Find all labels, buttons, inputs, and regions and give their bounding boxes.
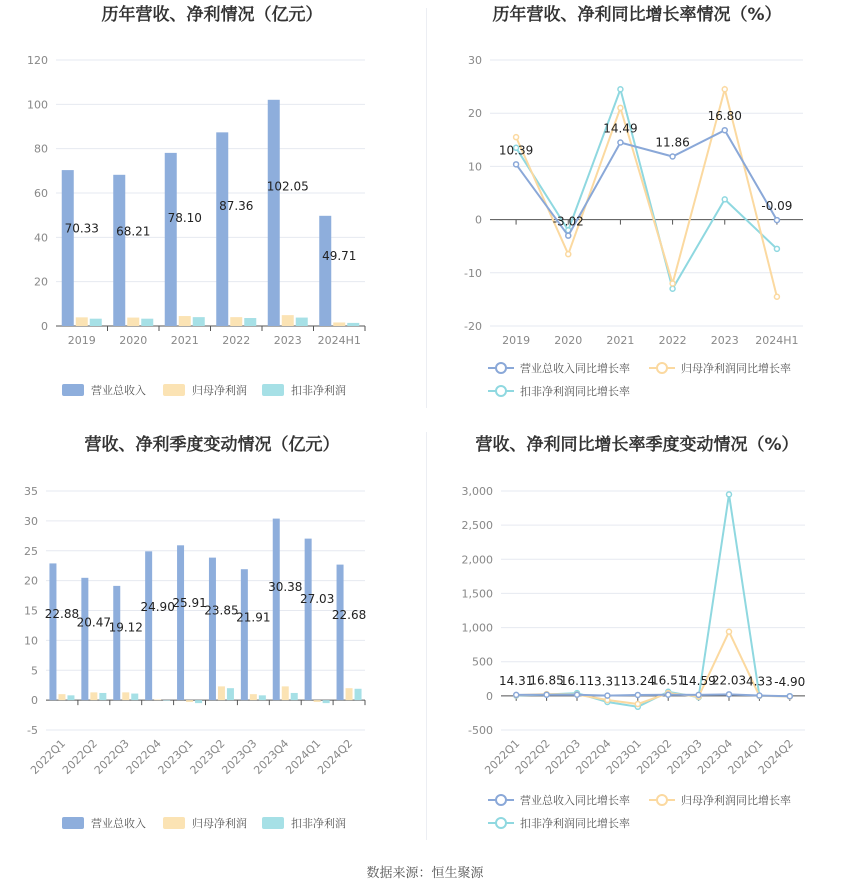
series-point [774,218,779,223]
y-tick-label: -20 [464,320,482,333]
x-tick-label: 2022Q2 [59,736,100,777]
x-tick-label: 2023 [710,334,739,347]
y-tick-label: 500 [472,655,493,669]
revenue-growth-data-label: 14.59 [681,673,716,688]
y-tick-label: -10 [464,266,482,280]
bar-net-profit [186,700,193,702]
series-point [757,693,762,698]
y-tick-label: 10 [24,634,38,648]
series-point [544,692,549,697]
y-tick-label: 0 [41,320,48,333]
bar-revenue [305,539,312,701]
revenue-growth-data-label: 14.31 [499,673,534,688]
series-point [514,692,519,697]
legend-label: 营业总收入 [91,817,146,830]
revenue-data-label: 22.88 [44,607,80,622]
revenue-data-label: 68.21 [116,224,151,239]
x-tick-label: 2019 [67,334,96,347]
bar-net-profit [282,686,289,700]
series-point [670,154,675,159]
x-tick-label: 2023Q1 [603,736,644,777]
legend-swatch [62,384,84,396]
y-tick-label: 10 [468,160,482,174]
bar-revenue [241,569,248,700]
revenue-data-label: 23.85 [204,603,239,618]
legend-marker [496,818,506,828]
y-tick-label: 30 [468,54,482,67]
x-tick-label: 2022Q3 [91,736,132,777]
x-tick-label: 2023Q4 [251,736,292,777]
revenue-growth-data-label: 16.51 [651,673,686,688]
legend-swatch [163,817,185,829]
bar-net-profit [122,692,129,700]
x-tick-label: 2022 [658,334,687,347]
y-tick-label: 1,500 [461,587,493,601]
revenue-growth-data-label: 16.80 [707,109,742,124]
revenue-data-label: 25.91 [172,596,207,611]
legend-swatch [62,817,84,829]
legend-label: 营业总收入同比增长率 [520,362,630,375]
y-tick-label: -500 [468,724,493,737]
bar-deducted-profit [163,700,170,701]
legend-label: 归母净利润同比增长率 [681,794,791,807]
series-point [618,105,623,110]
annual-growth-rate-svg [425,0,850,430]
legend-label: 归母净利润 [192,384,247,397]
x-tick-label: 2023Q3 [219,736,260,777]
x-tick-label: 2024H1 [317,334,361,347]
revenue-growth-data-label: 4.33 [746,674,773,689]
y-tick-label: 80 [34,142,48,156]
y-tick-label: 30 [24,514,38,528]
bar-net-profit [314,700,321,702]
x-tick-label: 2022 [222,334,251,347]
y-tick-label: 100 [27,98,48,112]
y-tick-label: 2,000 [461,553,493,567]
x-tick-label: 2023Q3 [664,736,705,777]
bar-deducted-profit [90,319,102,326]
bar-net-profit [218,686,225,700]
x-tick-label: 2024Q2 [755,736,796,777]
bar-net-profit [230,317,242,326]
annual-growth-rate-chart [425,0,850,430]
series-point [618,140,623,145]
bar-deducted-profit [141,319,153,326]
bar-deducted-profit [355,689,362,700]
legend-marker [657,795,667,805]
x-tick-label: 2020 [119,334,148,347]
bar-deducted-profit [296,318,308,326]
quarterly-growth-rate-svg [425,430,850,860]
y-tick-label: 2,500 [461,519,493,533]
bar-net-profit [282,315,294,326]
series-point [774,246,779,251]
revenue-data-label: 49.71 [322,248,357,263]
bar-deducted-profit [131,694,138,701]
legend-label: 扣非净利润同比增长率 [520,817,630,830]
y-tick-label: 15 [24,604,38,618]
revenue-growth-data-label: 3.31 [594,674,621,689]
series-point [566,233,571,238]
panel-divider-top [426,8,427,408]
legend-swatch [262,384,284,396]
x-tick-label: 2019 [502,334,531,347]
revenue-growth-data-label: 13.24 [620,673,655,688]
x-tick-label: 2021 [170,334,199,347]
series-point [514,135,519,140]
x-tick-label: 2023Q2 [187,736,228,777]
bar-deducted-profit [227,688,234,700]
revenue-growth-data-label: 16.11 [559,673,595,688]
series-point [514,162,519,167]
x-tick-label: 2022Q1 [482,736,523,777]
series-point [722,128,727,133]
bar-net-profit [179,316,191,326]
series-point [635,692,640,697]
series-point [575,692,580,697]
series-point [722,197,727,202]
bar-deducted-profit [347,323,359,326]
series-point [566,252,571,257]
x-tick-label: 2024Q1 [725,736,766,777]
y-tick-label: 0 [475,213,482,227]
x-tick-label: 2022Q4 [123,736,164,777]
series-point [670,286,675,291]
series-point [787,694,792,699]
bar-net-profit [58,694,65,700]
bar-net-profit [346,688,353,700]
revenue-growth-data-label: 10.39 [498,143,534,158]
series-point [774,294,779,299]
series-point [618,87,623,92]
x-tick-label: 2024Q1 [283,736,324,777]
bar-deducted-profit [291,693,298,700]
legend-label: 营业总收入同比增长率 [520,794,630,807]
series-point [635,702,640,707]
chart-title: 历年营收、净利情况（亿元） [101,5,323,25]
bar-net-profit [154,700,161,701]
revenue-data-label: 20.47 [76,615,112,630]
chart-title: 营收、净利季度变动情况（亿元） [84,435,340,455]
bar-revenue [81,578,88,700]
x-tick-label: 2022Q1 [28,736,69,777]
bar-net-profit [333,322,345,326]
y-tick-label: 0 [486,689,493,703]
bar-revenue [319,216,331,326]
revenue-data-label: 24.90 [140,599,175,614]
legend-label: 归母净利润 [192,817,247,830]
series-point [727,629,732,634]
x-tick-label: 2023Q4 [695,736,736,777]
x-tick-label: 2023Q1 [155,736,196,777]
bar-revenue [113,175,125,326]
revenue-data-label: 19.12 [108,620,143,635]
bar-revenue [177,545,184,700]
revenue-data-label: 22.68 [331,607,367,622]
revenue-data-label: 27.03 [299,592,335,607]
legend-label: 扣非净利润同比增长率 [520,385,630,398]
x-tick-label: 2022Q4 [573,736,614,777]
panel-divider-bottom [426,432,427,840]
bar-revenue [216,132,228,326]
bar-deducted-profit [244,318,256,326]
revenue-data-label: 21.91 [236,610,271,625]
legend-swatch [262,817,284,829]
legend-marker [657,363,667,373]
data-source-note: 数据来源：恒生聚源 [366,866,484,881]
x-tick-label: 2020 [554,334,583,347]
revenue-growth-data-label: 22.03 [711,673,747,688]
legend-label: 归母净利润同比增长率 [681,362,791,375]
x-tick-label: 2023 [273,334,302,347]
revenue-growth-data-label: 16.85 [529,673,564,688]
y-tick-label: 35 [24,485,38,498]
revenue-growth-data-label: -3.02 [552,214,584,229]
revenue-data-label: 78.10 [167,211,202,226]
bar-net-profit [76,317,88,326]
bar-net-profit [127,318,139,326]
revenue-growth-data-label: -0.09 [761,199,793,214]
bar-revenue [62,170,74,326]
series-point [727,692,732,697]
quarterly-revenue-profit-chart [0,430,425,860]
y-tick-label: 0 [31,694,38,708]
bar-revenue [145,551,152,700]
revenue-data-label: 102.05 [266,179,309,194]
x-tick-label: 2021 [606,334,635,347]
legend-marker [496,795,506,805]
bar-revenue [268,100,280,326]
bar-net-profit [90,692,97,700]
series-point [696,692,701,697]
bar-revenue [209,558,216,701]
y-tick-label: 3,000 [461,485,493,498]
revenue-data-label: 30.38 [268,580,303,595]
series-point [727,492,732,497]
series-point [722,87,727,92]
bar-revenue [165,153,177,326]
x-tick-label: 2024H1 [755,334,799,347]
bar-revenue [337,565,344,701]
legend-label: 扣非净利润 [291,817,346,830]
y-tick-label: 120 [27,54,48,67]
y-tick-label: 40 [34,231,48,245]
revenue-data-label: 70.33 [64,221,99,236]
y-tick-label: 1,000 [461,621,493,635]
x-tick-label: 2022Q3 [543,736,584,777]
bar-deducted-profit [195,700,202,703]
chart-title: 营收、净利同比增长率季度变动情况（%） [475,435,799,455]
x-tick-label: 2022Q2 [512,736,553,777]
series-point [666,692,671,697]
legend-marker [496,363,506,373]
revenue-growth-data-label: -4.90 [774,675,806,690]
bar-revenue [113,586,120,700]
y-tick-label: 20 [468,107,482,121]
y-tick-label: 20 [34,275,48,289]
series-point [605,693,610,698]
y-tick-label: 5 [31,664,38,678]
quarterly-growth-rate-chart [425,430,850,860]
bar-revenue [273,519,280,701]
revenue-growth-data-label: 11.86 [655,135,690,150]
revenue-growth-data-label: 14.49 [603,121,638,136]
chart-title: 历年营收、净利同比增长率情况（%） [492,5,782,25]
bar-deducted-profit [99,693,106,700]
y-tick-label: 20 [24,574,38,588]
bar-deducted-profit [259,695,266,700]
x-tick-label: 2024Q2 [315,736,356,777]
annual-revenue-profit-chart [0,0,425,430]
bar-deducted-profit [193,317,205,326]
bar-revenue [49,563,56,700]
y-tick-label: 60 [34,187,48,200]
legend-swatch [163,384,185,396]
bar-net-profit [250,694,257,700]
x-tick-label: 2023Q2 [634,736,675,777]
revenue-data-label: 87.36 [219,198,254,213]
annual-revenue-profit-svg [0,0,425,430]
legend-marker [496,386,506,396]
y-tick-label: 25 [24,544,38,558]
series-point [670,281,675,286]
quarterly-revenue-profit-svg [0,430,425,860]
bar-deducted-profit [323,700,330,703]
legend-label: 扣非净利润 [291,384,346,397]
legend-label: 营业总收入 [91,384,146,397]
bar-deducted-profit [67,695,74,700]
y-tick-label: -5 [27,724,38,737]
